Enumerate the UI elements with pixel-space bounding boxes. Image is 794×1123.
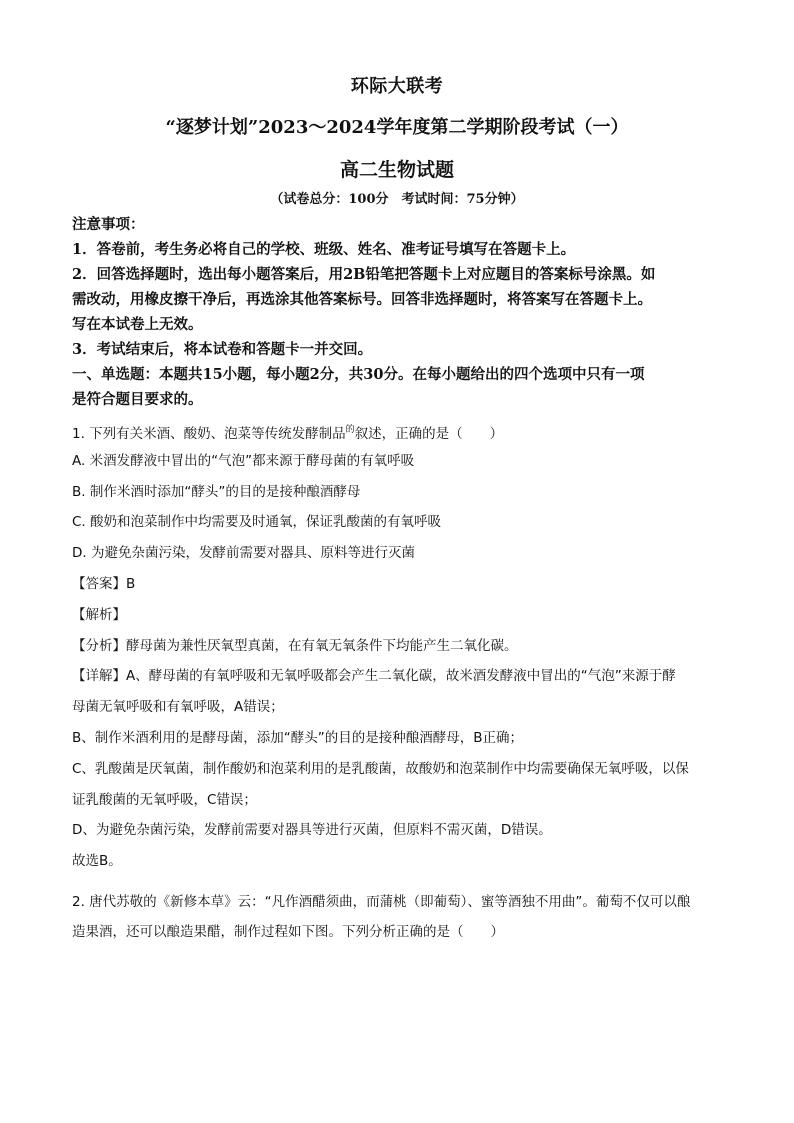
notes-heading: 注意事项： [72,216,145,233]
notes-item: 2．回答选择题时，选出每小题答案后，用2B铅笔把答题卡上对应题目的答案标号涂黑。如 [72,266,656,283]
option-a: A. 米酒发酵液中冒出的“气泡”都来源于酵母菌的有氧呼吸 [72,452,415,469]
exam-info: （试卷总分：100分 考试时间：75分钟） [270,192,524,207]
notes-item: 写在本试卷上无效。 [72,316,203,333]
option-b: B. 制作米酒时添加“酵头”的目的是接种酿酒酵母 [72,483,361,500]
fenxi-line: 【分析】酵母菌为兼性厌氧型真菌，在有氧无氧条件下均能产生二氧化碳。 [72,637,518,654]
question-2 [72,887,727,947]
option-c: C. 酸奶和泡菜制作中均需要及时通氧，保证乳酸菌的有氧呼吸 [72,514,442,531]
option-d: D. 为避免杂菌污染，发酵前需要对器具、原料等进行灭菌 [72,545,415,562]
question-stem-line: 2. 唐代苏敬的《新修本草》云：“凡作酒醋须曲，而蒲桃（即葡萄）、蜜等酒独不用曲”。葡萄不仅可以酿 [72,894,691,910]
detail-line: C、乳酸菌是厌氧菌，制作酸奶和泡菜利用的是乳酸菌，故酸奶和泡菜制作中均需要确保无氧呼吸，以保 [72,760,689,777]
subject-title: 高二生物试题 [339,159,454,181]
exam-notes [72,212,727,412]
detail-line: 母菌无氧呼吸和有氧呼吸，A错误； [72,699,284,716]
detail-line: B、制作米酒利用的是酵母菌，添加“酵头”的目的是接种酿酒酵母，B正确； [72,729,524,746]
section-heading: 是符合题目要求的。 [72,391,203,408]
notes-item: 1．答卷前，考生务必将自己的学校、班级、姓名、准考证号填写在答题卡上。 [72,241,576,258]
analysis-tag: 【解析】 [72,606,126,623]
detail-line: 证乳酸菌的无氧呼吸，C错误； [72,791,257,808]
section-heading: 一、单选题：本题共15小题，每小题2分，共30分。在每小题给出的四个选项中只有一项 [72,366,645,383]
notes-item: 3．考试结束后，将本试卷和答题卡一并交回。 [72,341,373,358]
question-stem-line: 造果酒，还可以酿造果醋，制作过程如下图。下列分析正确的是（ ） [72,924,504,940]
answer-line [72,570,727,601]
answer-tag: 【答案】 [72,575,126,592]
conclusion-line: 故选B。 [72,853,122,870]
detail-line: 【详解】A、酵母菌的有氧呼吸和无氧呼吸都会产生二氧化碳，故米酒发酵液中冒出的“气泡”来源于酵 [72,668,676,685]
answer-value: B [126,575,136,592]
question-stem: 1. 下列有关米酒、酸奶、泡菜等传统发酵制品$^的$叙述，正确的是（ ） [72,425,504,442]
exam-title: “逐梦计划”2023～2024学年度第二学期阶段考试（一） [165,117,629,138]
exam-organizer: 环际大联考 [350,76,444,97]
detail-line: D、为避免杂菌污染，发酵前需要对器具等进行灭菌，但原料不需灭菌，D错误。 [72,822,552,839]
question-1 [72,416,727,878]
notes-item: 需改动，用橡皮擦干净后，再选涂其他答案标号。回答非选择题时，将答案写在答题卡上。 [72,291,652,308]
